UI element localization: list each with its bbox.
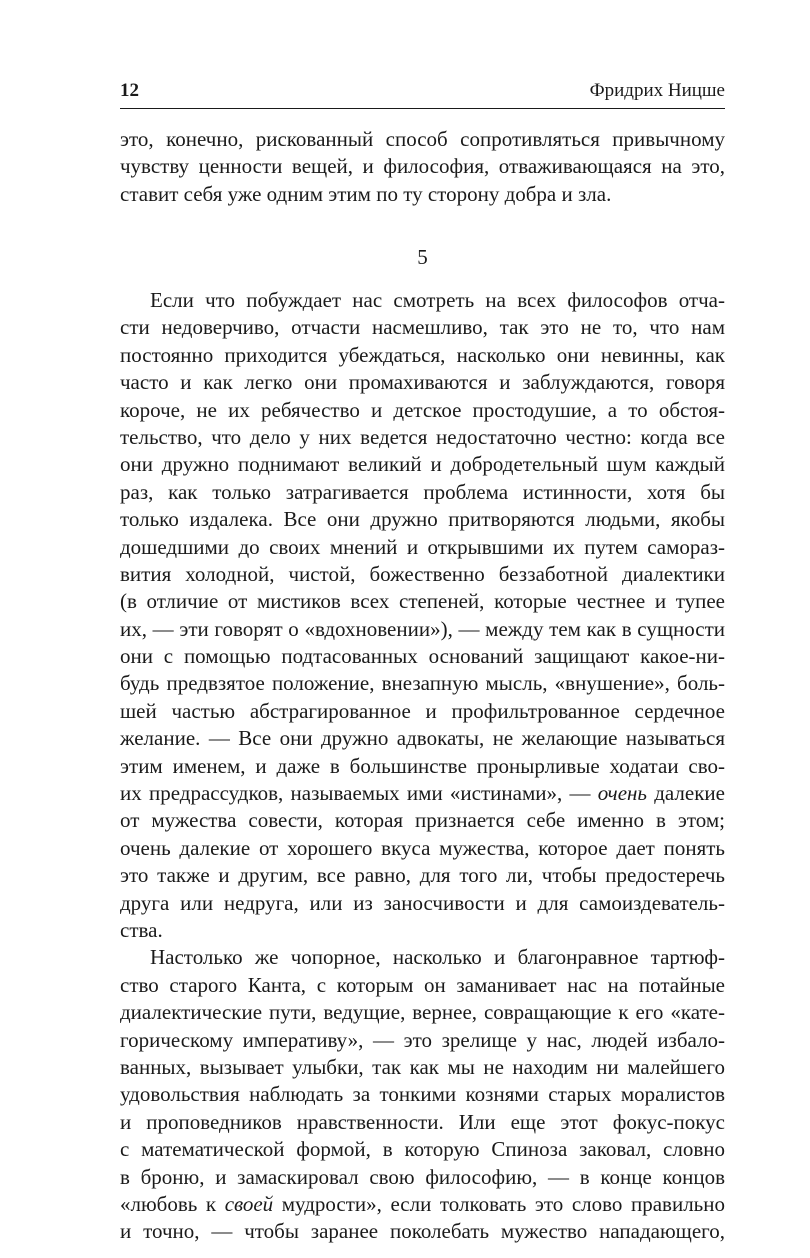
italic-emphasis: своей xyxy=(224,1191,274,1216)
page-number: 12 xyxy=(120,80,139,101)
intro-paragraph xyxy=(120,126,725,208)
text-line: шей частью абстрагированное и профильтрованное сердечное xyxy=(120,698,725,723)
text-line: ванных, вызывает улыбки, так как мы не находим ни малейшего xyxy=(120,1054,725,1079)
text-line: диалектические пути, ведущие, вернее, совращающие к его «кате- xyxy=(120,1000,725,1025)
text-line: и точно, — чтобы заранее поколебать мужество нападающего, xyxy=(120,1219,725,1244)
text-line: с математической формой, в которую Спиноза заковал, словно xyxy=(120,1137,725,1162)
text-line: часто и как легко они промахиваются и заблуждаются, говоря xyxy=(120,370,725,395)
text-line: от мужества совести, которая признается себе именно в этом; xyxy=(120,808,725,833)
text-line: и проповедников нравственности. Или еще этот фокус-покус xyxy=(120,1109,725,1134)
text-span: «любовь к xyxy=(120,1191,225,1216)
text-span: мудрости», если толковать это слово правильно xyxy=(273,1191,725,1216)
text-span: далекие xyxy=(647,781,725,806)
italic-emphasis: очень xyxy=(597,781,647,806)
text-line: (в отличие от мистиков всех степеней, которые честнее и тупее xyxy=(120,589,725,614)
text-line: раз, как только затрагивается проблема истинности, хотя бы xyxy=(120,479,725,504)
text-line: ство старого Канта, с которым он заманивает нас на потайные xyxy=(120,972,725,997)
text-line: в броню, и замаскировал свою философию, — в конце концов xyxy=(120,1164,725,1189)
text-line: сти недоверчиво, отчасти насмешливо, так это не то, что нам xyxy=(120,315,725,340)
main-text xyxy=(120,287,725,1246)
section-number: 5 xyxy=(417,245,428,269)
text-line: тельство, что дело у них ведется недостаточно честно: когда все xyxy=(120,424,725,449)
text-line: очень далекие от хорошего вкуса мужества, которое дает понять xyxy=(120,835,725,860)
text-line-with-italic xyxy=(120,1191,725,1218)
text-line: Настолько же чопорное, насколько и благонравное тартюф- xyxy=(150,945,725,970)
text-line: будь предвзятое положение, внезапную мысль, «внушение», боль- xyxy=(120,671,725,696)
text-line-with-italic xyxy=(120,780,725,807)
running-title: Фридрих Ницше xyxy=(589,80,725,101)
text-span: их предрассудков, называемых ими «истинами», — xyxy=(120,781,598,806)
text-line: горическому императиву», — это зрелище у нас, людей избало- xyxy=(120,1027,725,1052)
text-line: ства. xyxy=(120,917,163,942)
page-header xyxy=(120,80,725,109)
text-line: дошедшими до своих мнений и открывшими их путем самораз- xyxy=(120,534,725,559)
text-line: короче, не их ребячество и детское простодушие, а то обстоя- xyxy=(120,397,725,422)
text-line: ставит себя уже одним этим по ту сторону добра и зла. xyxy=(120,181,612,206)
text-line: чувству ценности вещей, и философия, отваживающаяся на это, xyxy=(120,154,725,179)
text-line: Если что побуждает нас смотреть на всех философов отча- xyxy=(150,288,725,312)
text-line: они с помощью подтасованных оснований защищают какое-ни- xyxy=(120,644,725,669)
text-line: они дружно поднимают великий и добродетельный шум каждый xyxy=(120,452,725,477)
text-line: их, — эти говорят о «вдохновении»), — между тем как в сущности xyxy=(120,616,725,641)
text-line: вития холодной, чистой, божественно беззаботной диалектики xyxy=(120,561,725,586)
text-line: удовольствия наблюдать за тонкими кознями старых моралистов xyxy=(120,1082,725,1107)
text-line: только издалека. Все они дружно притворяются людьми, якобы xyxy=(120,507,725,532)
text-line: постоянно приходится убеждаться, насколько они невинны, как xyxy=(120,342,725,367)
text-line: этим именем, и даже в большинстве пронырливые ходатаи сво- xyxy=(120,753,725,778)
text-line: друга или недруга, или из заносчивости и для самоиздеватель- xyxy=(120,890,725,915)
text-line: это, конечно, рискованный способ сопротивляться привычному xyxy=(120,127,725,151)
text-line: это также и другим, все равно, для того ли, чтобы предостеречь xyxy=(120,863,725,888)
text-line: желание. — Все они дружно адвокаты, не желающие называться xyxy=(120,726,725,751)
